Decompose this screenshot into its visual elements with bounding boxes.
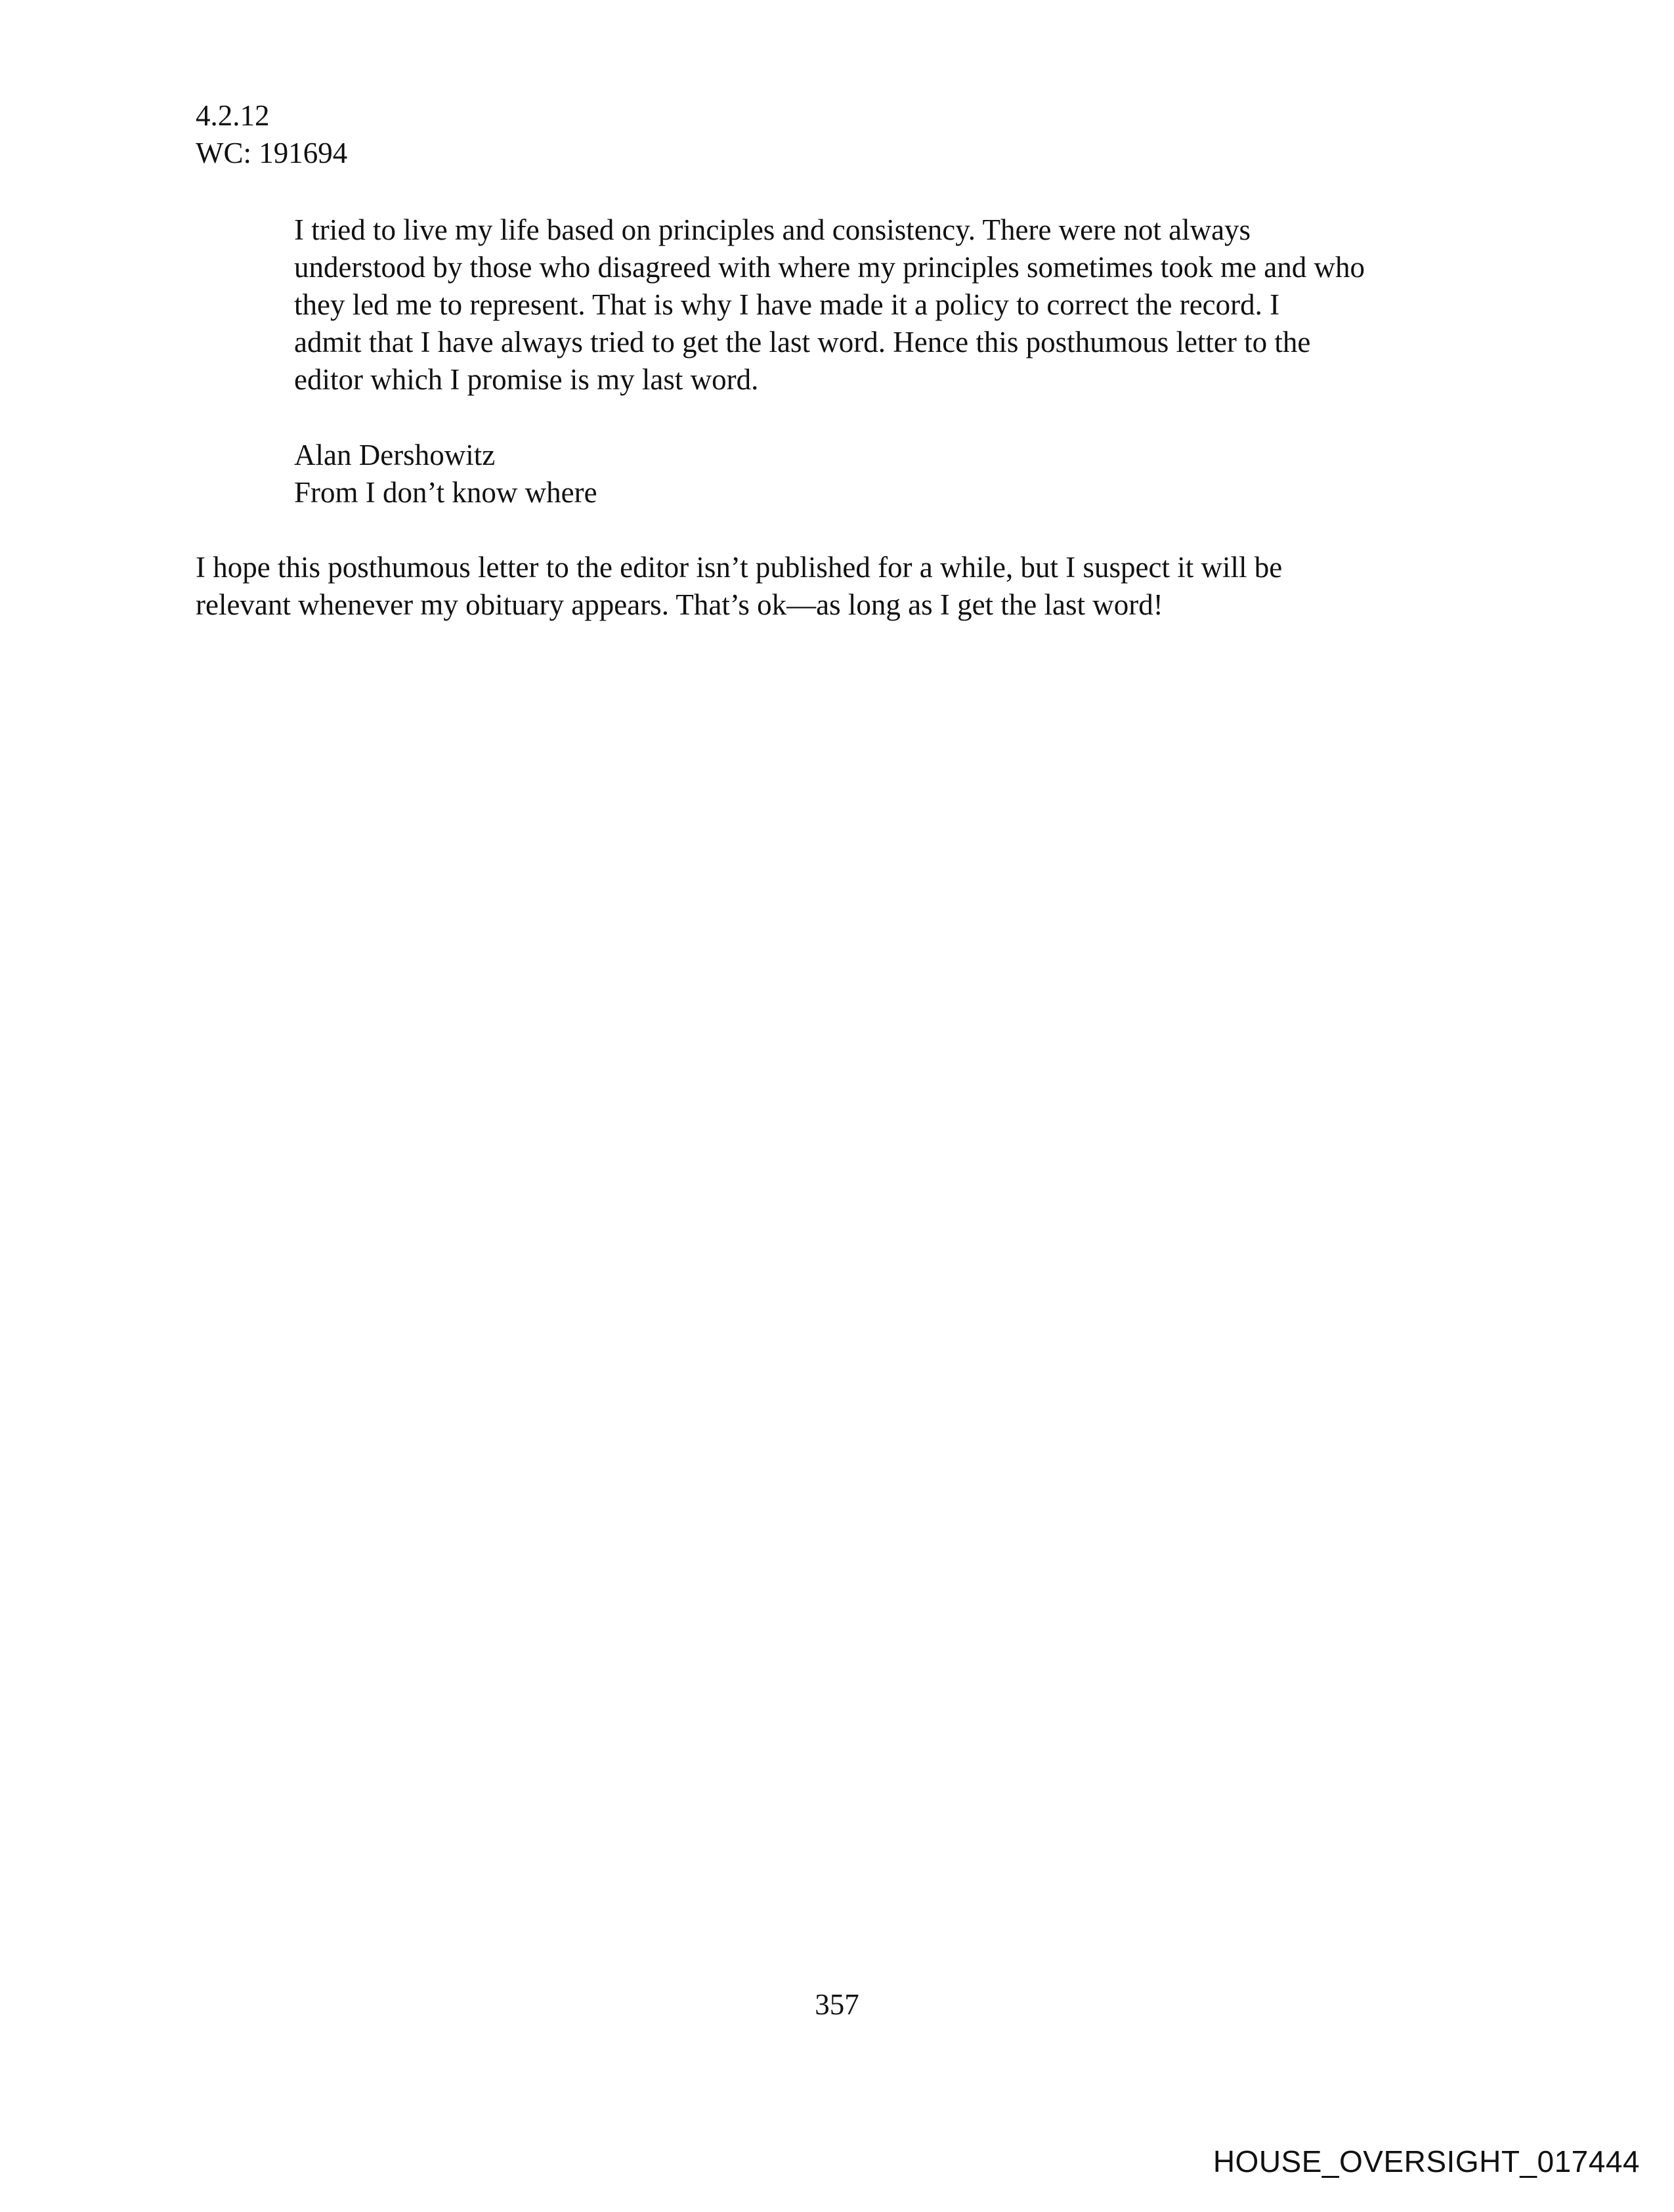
- signature-name: Alan Dershowitz: [294, 439, 496, 471]
- letter-line: they led me to represent. That is why I have made it a policy to correct the record. I: [294, 288, 1280, 321]
- closing-line: relevant whenever my obituary appears. That’s ok—as long as I get the last word!: [196, 588, 1163, 621]
- date-line: 4.2.12: [196, 99, 270, 132]
- word-count-line: WC: 191694: [196, 137, 348, 169]
- letter-line: understood by those who disagreed with where my principles sometimes took me and who: [294, 251, 1365, 284]
- signature-block: [294, 437, 1082, 511]
- indented-letter-paragraph: [294, 211, 1476, 399]
- letter-line: I tried to live my life based on principles and consistency. There were not always: [294, 213, 1251, 246]
- bates-stamp: HOUSE_OVERSIGHT_017444: [1213, 2144, 1640, 2179]
- closing-paragraph: [196, 549, 1574, 624]
- letter-line: editor which I promise is my last word.: [294, 363, 759, 396]
- letter-line: admit that I have always tried to get the last word. Hence this posthumous letter to the: [294, 326, 1311, 358]
- closing-line: I hope this posthumous letter to the editor isn’t published for a while, but I suspect it will be: [196, 551, 1283, 584]
- document-header: [196, 97, 786, 172]
- signature-location: From I don’t know where: [294, 476, 597, 509]
- page-number: 357: [815, 1988, 859, 2021]
